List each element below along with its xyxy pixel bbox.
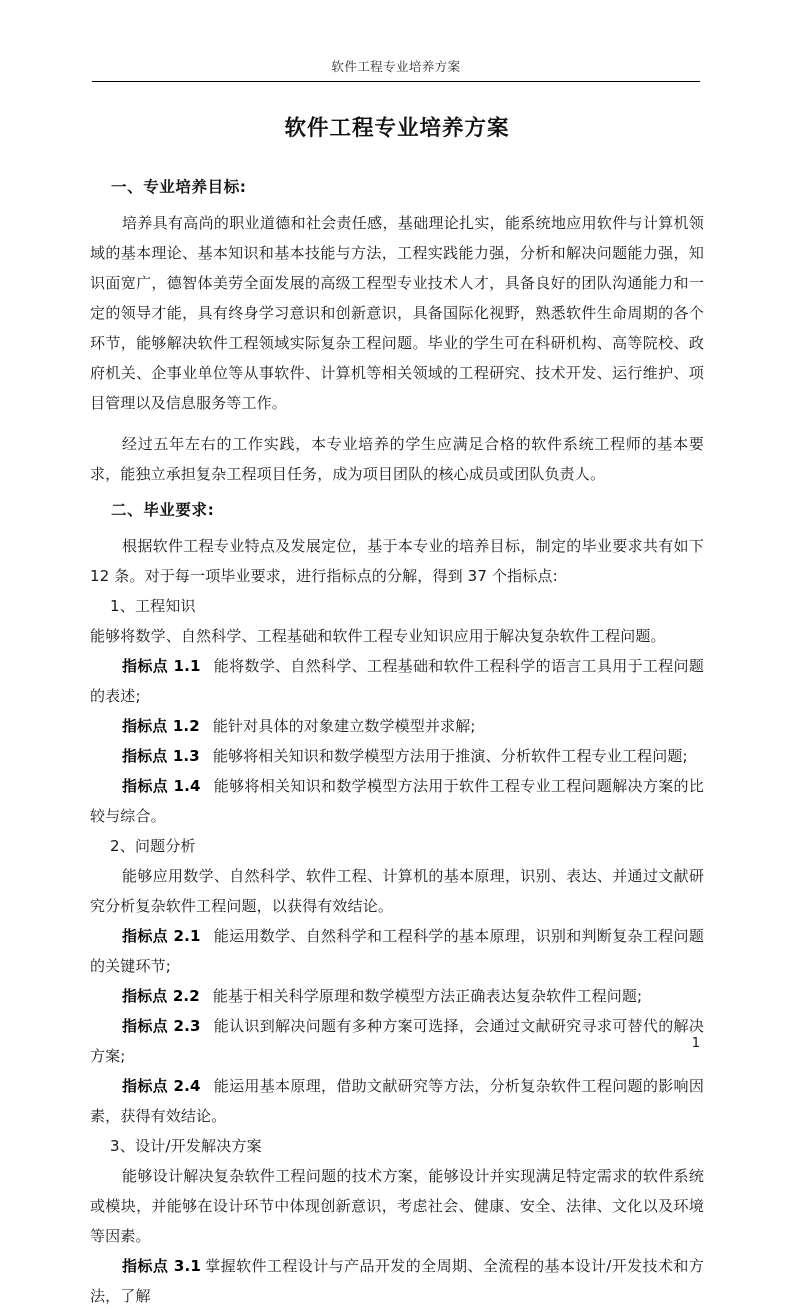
requirement-number-1: 1、工程知识 bbox=[110, 597, 196, 615]
indicator-text: 能针对具体的对象建立数学模型并求解; bbox=[212, 717, 476, 735]
indicator-point-2-1 bbox=[90, 921, 704, 981]
page-number: 1 bbox=[691, 1036, 700, 1051]
running-header-text: 软件工程专业培养方案 bbox=[331, 59, 461, 74]
indicator-text: 能够将相关知识和数学模型方法用于软件工程专业工程问题解决方案的比较与综合。 bbox=[90, 777, 704, 825]
indicator-point-1-1 bbox=[90, 651, 704, 711]
indicator-point-1-4 bbox=[90, 771, 704, 831]
indicator-point-2-4 bbox=[90, 1071, 704, 1131]
requirement-number-3: 3、设计/开发解决方案 bbox=[110, 1137, 262, 1155]
indicator-point-1-3 bbox=[90, 741, 704, 771]
section-heading-1: 一、专业培养目标: bbox=[111, 178, 247, 196]
indicator-label: 指标点 1.1 bbox=[122, 657, 201, 675]
indicator-text: 能运用数学、自然科学和工程科学的基本原理，识别和判断复杂工程问题的关键环节; bbox=[90, 927, 704, 975]
indicator-label: 指标点 2.2 bbox=[122, 987, 200, 1005]
indicator-point-3-1 bbox=[90, 1251, 704, 1311]
section1-paragraph-1: 培养具有高尚的职业道德和社会责任感，基础理论扎实，能系统地应用软件与计算机领域的基本理论、基本知识和基本技能与方法，工程实践能力强，分析和解决问题能力强，知识面宽广，德智体美劳全面发展的高级工程型专业技术人才，具备良好的团队沟通能力和一定的领导才能，具有终身学习意识和创新意识，具备国际化视野，熟悉软件生命周期的各个环节，能够解决软件工程领域实际复杂工程问题。毕业的学生可在科研机构、高等院校、政府机关、企事业单位等从事软件、计算机等相关领域的工程研究、技术开发、运行维护、项目管理以及信息服务等工作。 bbox=[90, 214, 704, 412]
indicator-text: 能认识到解决问题有多种方案可选择，会通过文献研究寻求可替代的解决方案; bbox=[90, 1017, 704, 1065]
running-header bbox=[92, 56, 700, 76]
indicator-text: 掌握软件工程设计与产品开发的全周期、全流程的基本设计/开发技术和方法，了解 bbox=[90, 1257, 704, 1305]
indicator-point-2-2 bbox=[90, 981, 704, 1011]
indicator-text: 能运用基本原理，借助文献研究等方法，分析复杂软件工程问题的影响因素，获得有效结论。 bbox=[90, 1077, 704, 1125]
page-title: 软件工程专业培养方案 bbox=[284, 116, 510, 141]
header-divider bbox=[92, 81, 700, 82]
indicator-text: 能够将相关知识和数学模型方法用于推演、分析软件工程专业工程问题; bbox=[212, 747, 688, 765]
indicator-text: 能基于相关科学原理和数学模型方法正确表达复杂软件工程问题; bbox=[212, 987, 643, 1005]
indicator-label: 指标点 2.4 bbox=[122, 1077, 201, 1095]
section2-intro: 根据软件工程专业特点及发展定位，基于本专业的培养目标，制定的毕业要求共有如下 12 条。对于每一项毕业要求，进行指标点的分解，得到 37 个指标点: bbox=[90, 537, 704, 585]
indicator-label: 指标点 1.3 bbox=[122, 747, 200, 765]
indicator-label: 指标点 1.2 bbox=[122, 717, 200, 735]
indicator-label: 指标点 1.4 bbox=[122, 777, 201, 795]
section-heading-2: 二、毕业要求: bbox=[111, 501, 215, 519]
requirement-description-1: 能够将数学、自然科学、工程基础和软件工程专业知识应用于解决复杂软件工程问题。 bbox=[90, 627, 666, 645]
requirement-description-3: 能够设计解决复杂软件工程问题的技术方案，能够设计并实现满足特定需求的软件系统或模块，并能够在设计环节中体现创新意识，考虑社会、健康、安全、法律、文化以及环境等因素。 bbox=[90, 1167, 704, 1245]
document-body bbox=[90, 112, 704, 1311]
indicator-label: 指标点 2.3 bbox=[122, 1017, 201, 1035]
section1-paragraph-2: 经过五年左右的工作实践，本专业培养的学生应满足合格的软件系统工程师的基本要求，能独立承担复杂工程项目任务，成为项目团队的核心成员或团队负责人。 bbox=[90, 435, 704, 483]
paragraph-spacer bbox=[90, 418, 704, 429]
indicator-label: 指标点 2.1 bbox=[122, 927, 201, 945]
indicator-point-1-2 bbox=[90, 711, 704, 741]
indicator-label: 指标点 3.1 bbox=[122, 1257, 201, 1275]
indicator-text: 能将数学、自然科学、工程基础和软件工程科学的语言工具用于工程问题的表述; bbox=[90, 657, 704, 705]
requirement-description-2: 能够应用数学、自然科学、软件工程、计算机的基本原理，识别、表达、并通过文献研究分析复杂软件工程问题，以获得有效结论。 bbox=[90, 867, 704, 915]
requirement-number-2: 2、问题分析 bbox=[110, 837, 196, 855]
